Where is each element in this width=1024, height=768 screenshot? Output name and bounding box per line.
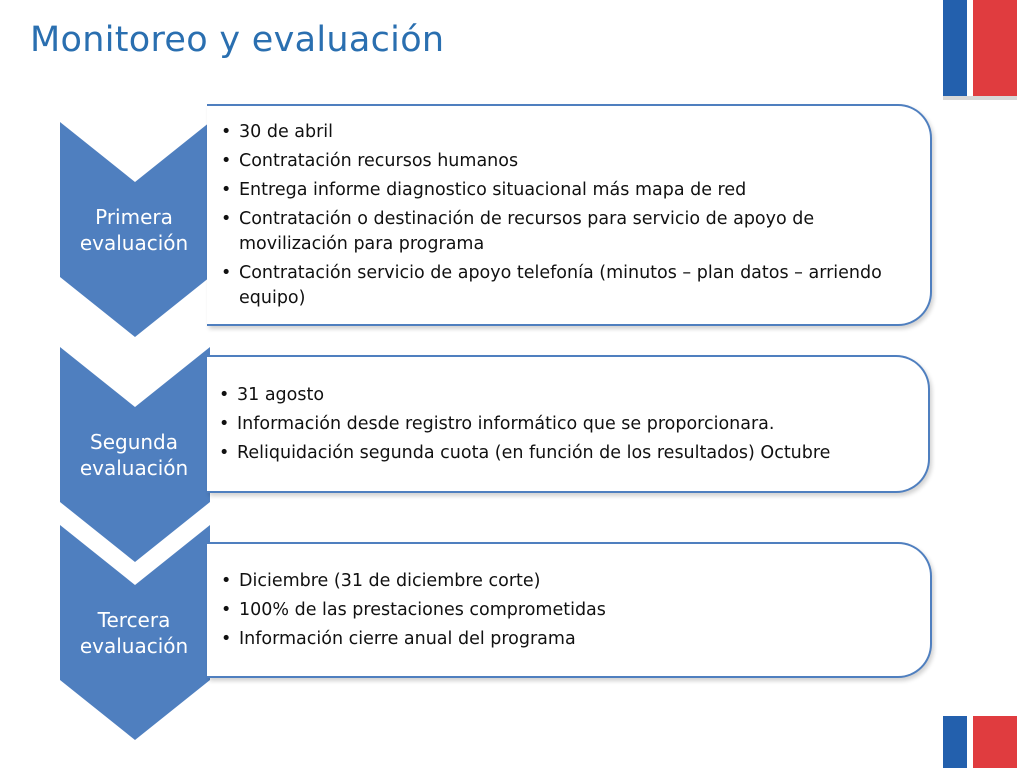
stage-label-2 [60, 429, 208, 481]
stage-label-1-line1: Primera [95, 205, 173, 229]
page-title: Monitoreo y evaluación [30, 20, 445, 60]
stage-chevron-1 [60, 122, 210, 337]
stage-3-item: • 100% de las prestaciones comprometidas [239, 598, 910, 623]
stage-3-item: • Diciembre (31 de diciembre corte) [239, 569, 910, 594]
stage-label-3-line2: evaluación [79, 634, 189, 658]
stage-2-item: • Información desde registro informático que se proporcionara. [237, 412, 908, 437]
stage-1-item: • Contratación servicio de apoyo telefonía (minutos – plan datos – arriendo equipo) [239, 261, 910, 311]
flag-decoration-top [943, 0, 1017, 96]
stage-label-1-line2: evaluación [79, 231, 189, 255]
stage-chevron-3 [60, 525, 210, 740]
stage-1-item: • Contratación recursos humanos [239, 149, 910, 174]
stage-box-1 [207, 104, 932, 326]
stage-label-2-line2: evaluación [79, 456, 189, 480]
stage-box-3 [207, 542, 932, 678]
stage-2-item: • 31 agosto [237, 383, 908, 408]
stage-1-item: • Contratación o destinación de recursos para servicio de apoyo de movilización para programa [239, 207, 910, 257]
stage-1-item: • 30 de abril [239, 120, 910, 145]
stage-2-item: • Reliquidación segunda cuota (en función de los resultados) Octubre [237, 441, 908, 466]
stage-1-item: • Entrega informe diagnostico situacional más mapa de red [239, 178, 910, 203]
flag-decoration-bottom [943, 716, 1017, 768]
stage-box-2 [207, 355, 930, 493]
stage-label-1 [60, 204, 208, 256]
stage-label-2-line1: Segunda [90, 430, 178, 454]
stage-3-item: • Información cierre anual del programa [239, 627, 910, 652]
stage-label-3-line1: Tercera [97, 608, 171, 632]
stage-label-3 [60, 607, 208, 659]
